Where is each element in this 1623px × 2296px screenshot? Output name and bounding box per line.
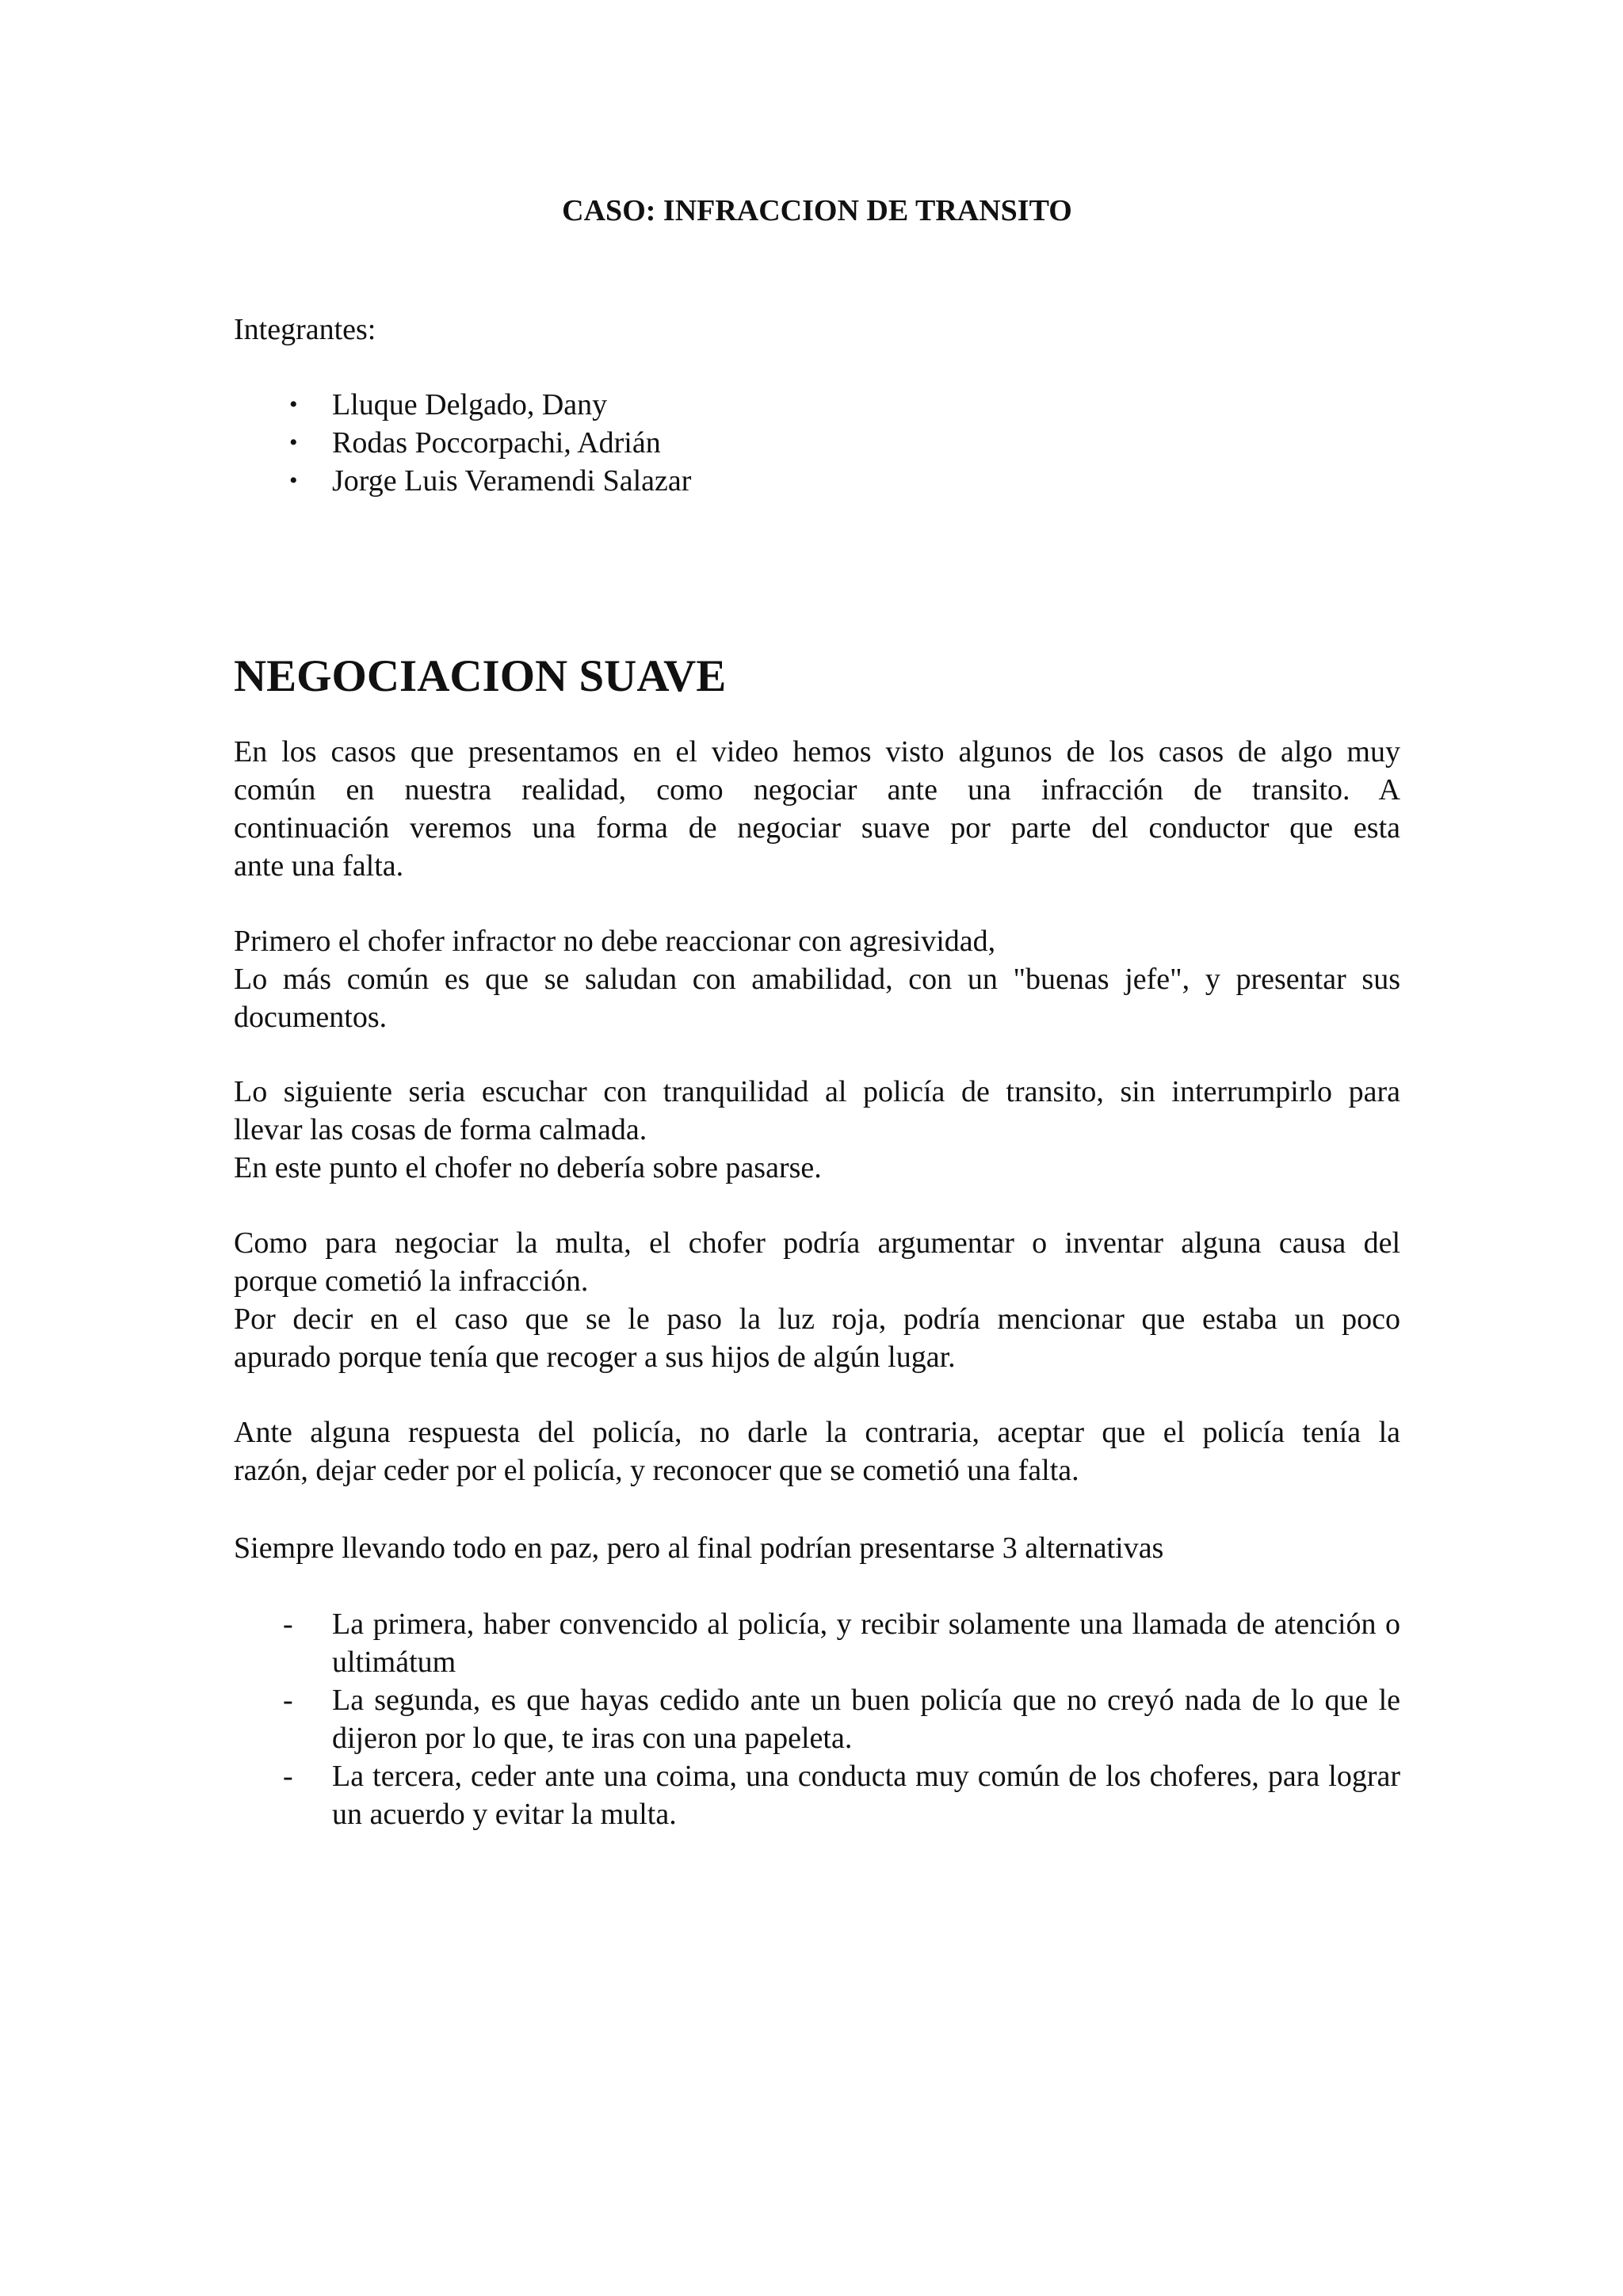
paragraph-line: llevar las cosas de forma calmada.: [234, 1113, 647, 1146]
alternative-text: La primera, haber convencido al policía, y recibir solamente una llamada de atención o ultimátum: [332, 1608, 1400, 1679]
paragraph-1: [234, 733, 1400, 885]
paragraph-line: Lo siguiente seria escuchar con tranquilidad al policía de transito, sin interrumpirlo para: [234, 1075, 1400, 1108]
member-name: Lluque Delgado, Dany: [332, 388, 608, 421]
paragraph-line: ante una falta.: [234, 849, 404, 883]
alternative-item: [234, 1681, 1400, 1757]
paragraph-line: porque cometió la infracción.: [234, 1264, 589, 1298]
integrantes-label: Integrantes:: [234, 313, 376, 346]
dash-marker: -: [283, 1760, 293, 1793]
paragraph-line: Lo más común es que se saludan con amabilidad, con un "buenas jefe", y presentar sus: [234, 963, 1400, 996]
bullet-icon: •: [289, 391, 298, 418]
dash-marker: -: [283, 1608, 293, 1641]
alternative-text: La tercera, ceder ante una coima, una conducta muy común de los choferes, para lograr un acuerdo y evitar la multa.: [332, 1760, 1400, 1831]
paragraph-line: En los casos que presentamos en el video hemos visto algunos de los casos de algo muy: [234, 735, 1400, 769]
section-heading: NEGOCIACION SUAVE: [234, 651, 727, 701]
paragraph-5: [234, 1413, 1400, 1489]
alternatives-list: [234, 1605, 1400, 1833]
paragraph-6: [234, 1529, 1400, 1567]
alternative-item: [234, 1757, 1400, 1833]
member-item: [234, 462, 1400, 500]
bullet-icon: •: [289, 467, 298, 494]
document-title: CASO: INFRACCION DE TRANSITO: [562, 194, 1072, 227]
paragraph-3: [234, 1073, 1400, 1187]
paragraph-line: Ante alguna respuesta del policía, no darle la contraria, aceptar que el policía tenía la: [234, 1416, 1400, 1449]
dash-marker: -: [283, 1684, 293, 1717]
paragraph-line: Como para negociar la multa, el chofer podría argumentar o inventar alguna causa del: [234, 1226, 1400, 1260]
paragraph-line: común en nuestra realidad, como negociar ante una infracción de transito. A: [234, 773, 1400, 807]
member-name: Jorge Luis Veramendi Salazar: [332, 464, 692, 498]
member-item: [234, 386, 1400, 424]
member-name: Rodas Poccorpachi, Adrián: [332, 426, 661, 460]
alternative-text: La segunda, es que hayas cedido ante un buen policía que no creyó nada de lo que le dijeron por lo que, te iras con una papeleta.: [332, 1684, 1400, 1755]
alternative-item: [234, 1605, 1400, 1681]
paragraph-line: documentos.: [234, 1001, 388, 1034]
paragraph-line: Siempre llevando todo en paz, pero al final podrían presentarse 3 alternativas: [234, 1531, 1164, 1565]
paragraph-2: [234, 922, 1400, 1036]
paragraph-line: En este punto el chofer no debería sobre pasarse.: [234, 1151, 822, 1184]
paragraph-line: continuación veremos una forma de negociar suave por parte del conductor que esta: [234, 811, 1400, 845]
bullet-icon: •: [289, 429, 298, 456]
members-list: [234, 386, 1400, 500]
paragraph-line: Por decir en el caso que se le paso la luz roja, podría mencionar que estaba un poco: [234, 1302, 1400, 1336]
paragraph-line: Primero el chofer infractor no debe reaccionar con agresividad,: [234, 925, 996, 958]
paragraph-line: apurado porque tenía que recoger a sus hijos de algún lugar.: [234, 1341, 956, 1374]
paragraph-line: razón, dejar ceder por el policía, y reconocer que se cometió una falta.: [234, 1454, 1079, 1487]
paragraph-4: [234, 1224, 1400, 1376]
member-item: [234, 424, 1400, 462]
